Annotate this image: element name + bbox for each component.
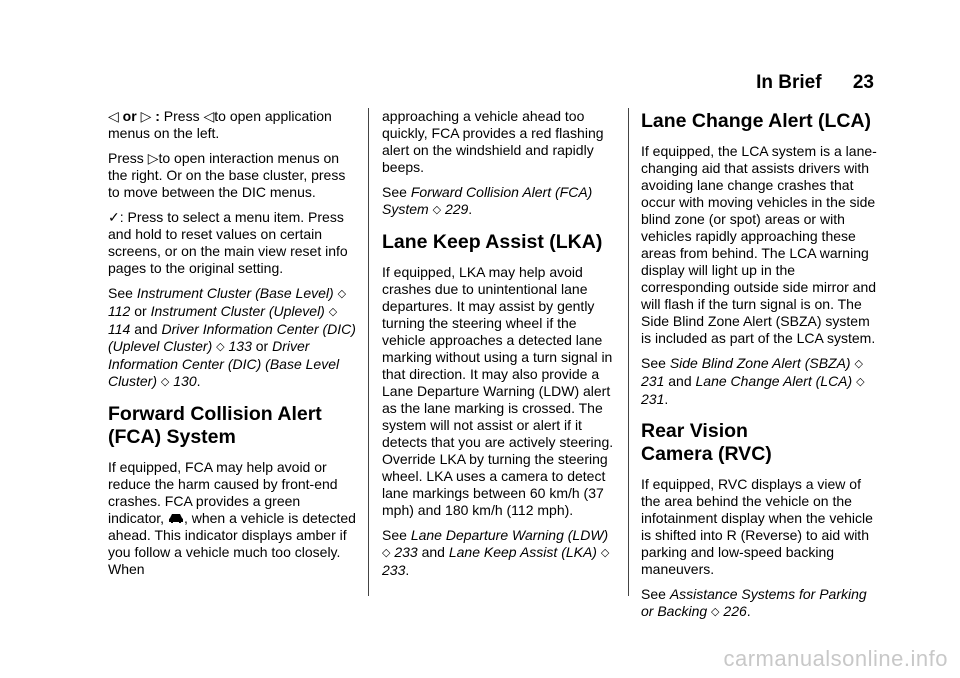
cross-reference-link[interactable]: Driver Information Center (DIC) (Base Level Cluster): [108, 338, 340, 389]
section-heading: Forward Collision Alert (FCA) System: [108, 403, 322, 448]
watermark: carmanualsonline.info: [723, 646, 948, 671]
page-ref-icon: ◇: [160, 376, 170, 388]
paragraph: If equipped, LKA may help avoid crashes due to unintentional lane departures. It may assist by gently turning the steering wheel if the vehicle approaches a detected lane marking without using a turn signal in that direction. It may also provide a Lane Departure Warning (LDW) alert as the lane marking is crossed. The system will not assist or alert if it detects that you are actively steering. Override LKA by turning the steering wheel. LKA uses a camera to detect lane markings between 60 km/h (37 mph) and 180 km/h (112 mph).: [382, 264, 614, 518]
page-ref-icon: ◇: [600, 547, 610, 559]
cross-reference-link[interactable]: Assistance Systems for Parking or Backing: [641, 586, 867, 619]
section-title: In Brief: [756, 72, 822, 93]
page-ref-icon: ◇: [856, 376, 865, 388]
page-header: [756, 72, 874, 94]
paragraph: [108, 459, 358, 578]
page-ref-icon: ◇: [337, 288, 347, 300]
text: Press: [163, 108, 200, 124]
page-ref[interactable]: 233: [394, 544, 418, 560]
column-divider: [628, 108, 629, 596]
left-arrow-icon: ◁: [203, 108, 215, 124]
column-2: [382, 108, 620, 587]
page-ref[interactable]: 130: [173, 373, 197, 389]
text: See: [641, 586, 666, 602]
text: and: [134, 321, 158, 337]
page-ref-icon: ◇: [854, 358, 863, 370]
cross-reference-link[interactable]: Side Blind Zone Alert (SBZA): [669, 355, 851, 371]
or-text: or: [122, 108, 137, 124]
text: Press: [108, 150, 144, 166]
column-1: [108, 108, 358, 586]
cross-reference-link[interactable]: Forward Collision Alert (FCA) System: [382, 184, 593, 217]
text: or: [255, 338, 269, 354]
page-ref-icon: ◇: [382, 547, 391, 559]
right-arrow-icon: ▷: [147, 150, 159, 166]
heading-line: Rear Vision: [641, 420, 748, 442]
text: or: [134, 303, 147, 319]
cross-reference-link[interactable]: Lane Keep Assist (LKA): [448, 544, 597, 560]
page-ref[interactable]: 231: [641, 373, 665, 389]
column-3: [641, 108, 881, 629]
see-also: See Instrument Cluster (Base Level) ◇ 112 or Instrument Cluster (Uplevel) ◇ 114 and Driver Information Center (DIC) (Uplevel Cluster) ◇ 133 or Driver Information Center (DIC) (Base Level Cluster) ◇ 130.: [108, 285, 356, 389]
page-ref[interactable]: 229: [444, 201, 469, 217]
page-ref[interactable]: 112: [108, 303, 131, 319]
text: : Press to select a menu item. Press and hold to reset values on certain screens, or on the main view reset info pages to the original setting.: [108, 209, 348, 276]
page-ref-icon: ◇: [328, 306, 338, 318]
page-ref[interactable]: 226: [723, 603, 747, 619]
text: See: [641, 355, 666, 371]
page-ref[interactable]: 231: [641, 391, 665, 407]
page-ref-icon: ◇: [432, 204, 442, 216]
paragraph: [108, 150, 358, 201]
colon: :: [155, 108, 160, 124]
text: See: [382, 184, 407, 200]
text: and: [668, 373, 692, 389]
text: and: [421, 544, 445, 560]
section-heading: [641, 420, 881, 466]
cross-reference-link[interactable]: Lane Change Alert (LCA): [695, 373, 853, 389]
text: See: [108, 285, 133, 301]
see-also: See Assistance Systems for Parking or Backing ◇ 226.: [641, 586, 867, 619]
column-divider: [368, 108, 369, 596]
page-ref-icon: ◇: [711, 606, 720, 618]
see-also: See Forward Collision Alert (FCA) System ◇ 229.: [382, 184, 593, 217]
vehicle-ahead-icon: [168, 511, 184, 523]
text: to open application menus on the left.: [108, 108, 332, 141]
text: , when a vehicle is detected ahead. This indicator displays amber if you follow a vehicle much too closely. When: [108, 510, 356, 577]
page-ref[interactable]: 133: [228, 338, 252, 354]
section-heading: Lane Keep Assist (LKA): [382, 231, 603, 253]
page-ref[interactable]: 233: [382, 562, 406, 578]
page-ref-icon: ◇: [216, 341, 225, 353]
heading-line: Camera (RVC): [641, 443, 772, 465]
text: to open interaction menus on the right. Or on the base cluster, press to move between the DIC menus.: [108, 150, 346, 200]
see-also: See Side Blind Zone Alert (SBZA) ◇ 231 and Lane Change Alert (LCA) ◇ 231.: [641, 355, 865, 407]
text: See: [382, 527, 407, 543]
page-number: 23: [852, 72, 874, 93]
paragraph: If equipped, the LCA system is a lane-changing aid that assists drivers with avoiding lane change crashes that occur with moving vehicles in the side blind zone (or spot) areas or with vehicles rapidly approaching these areas from behind. The LCA warning display will light up in the corresponding outside side mirror and will flash if the turn signal is on. The Side Blind Zone Alert (SBZA) system is included as part of the LCA system.: [641, 143, 877, 346]
paragraph: [108, 209, 358, 277]
cross-reference-link[interactable]: Instrument Cluster (Base Level): [136, 285, 334, 301]
text: If equipped, FCA may help avoid or reduce the harm caused by front-end crashes. FCA provides a green indicator,: [108, 459, 338, 526]
cross-reference-link[interactable]: Driver Information Center (DIC) (Uplevel Cluster): [108, 321, 356, 354]
see-also: See Lane Departure Warning (LDW) ◇ 233 and Lane Keep Assist (LKA) ◇ 233.: [382, 527, 610, 578]
paragraph: approaching a vehicle ahead too quickly, FCA provides a red flashing alert on the windshield and rapidly beeps.: [382, 108, 604, 175]
left-arrow-icon: ◁: [108, 108, 119, 124]
cross-reference-link[interactable]: Instrument Cluster (Uplevel): [150, 303, 325, 319]
cross-reference-link[interactable]: Lane Departure Warning (LDW): [410, 527, 609, 543]
section-heading: Lane Change Alert (LCA): [641, 110, 872, 132]
page-ref[interactable]: 114: [108, 321, 131, 337]
right-arrow-icon: ▷: [140, 108, 152, 124]
paragraph: If equipped, RVC displays a view of the area behind the vehicle on the infotainment display when the vehicle is shifted into R (Reverse) to aid with parking and low-speed backing maneuvers.: [641, 476, 873, 577]
paragraph: [108, 108, 358, 142]
checkmark-icon: ✓: [108, 209, 120, 225]
